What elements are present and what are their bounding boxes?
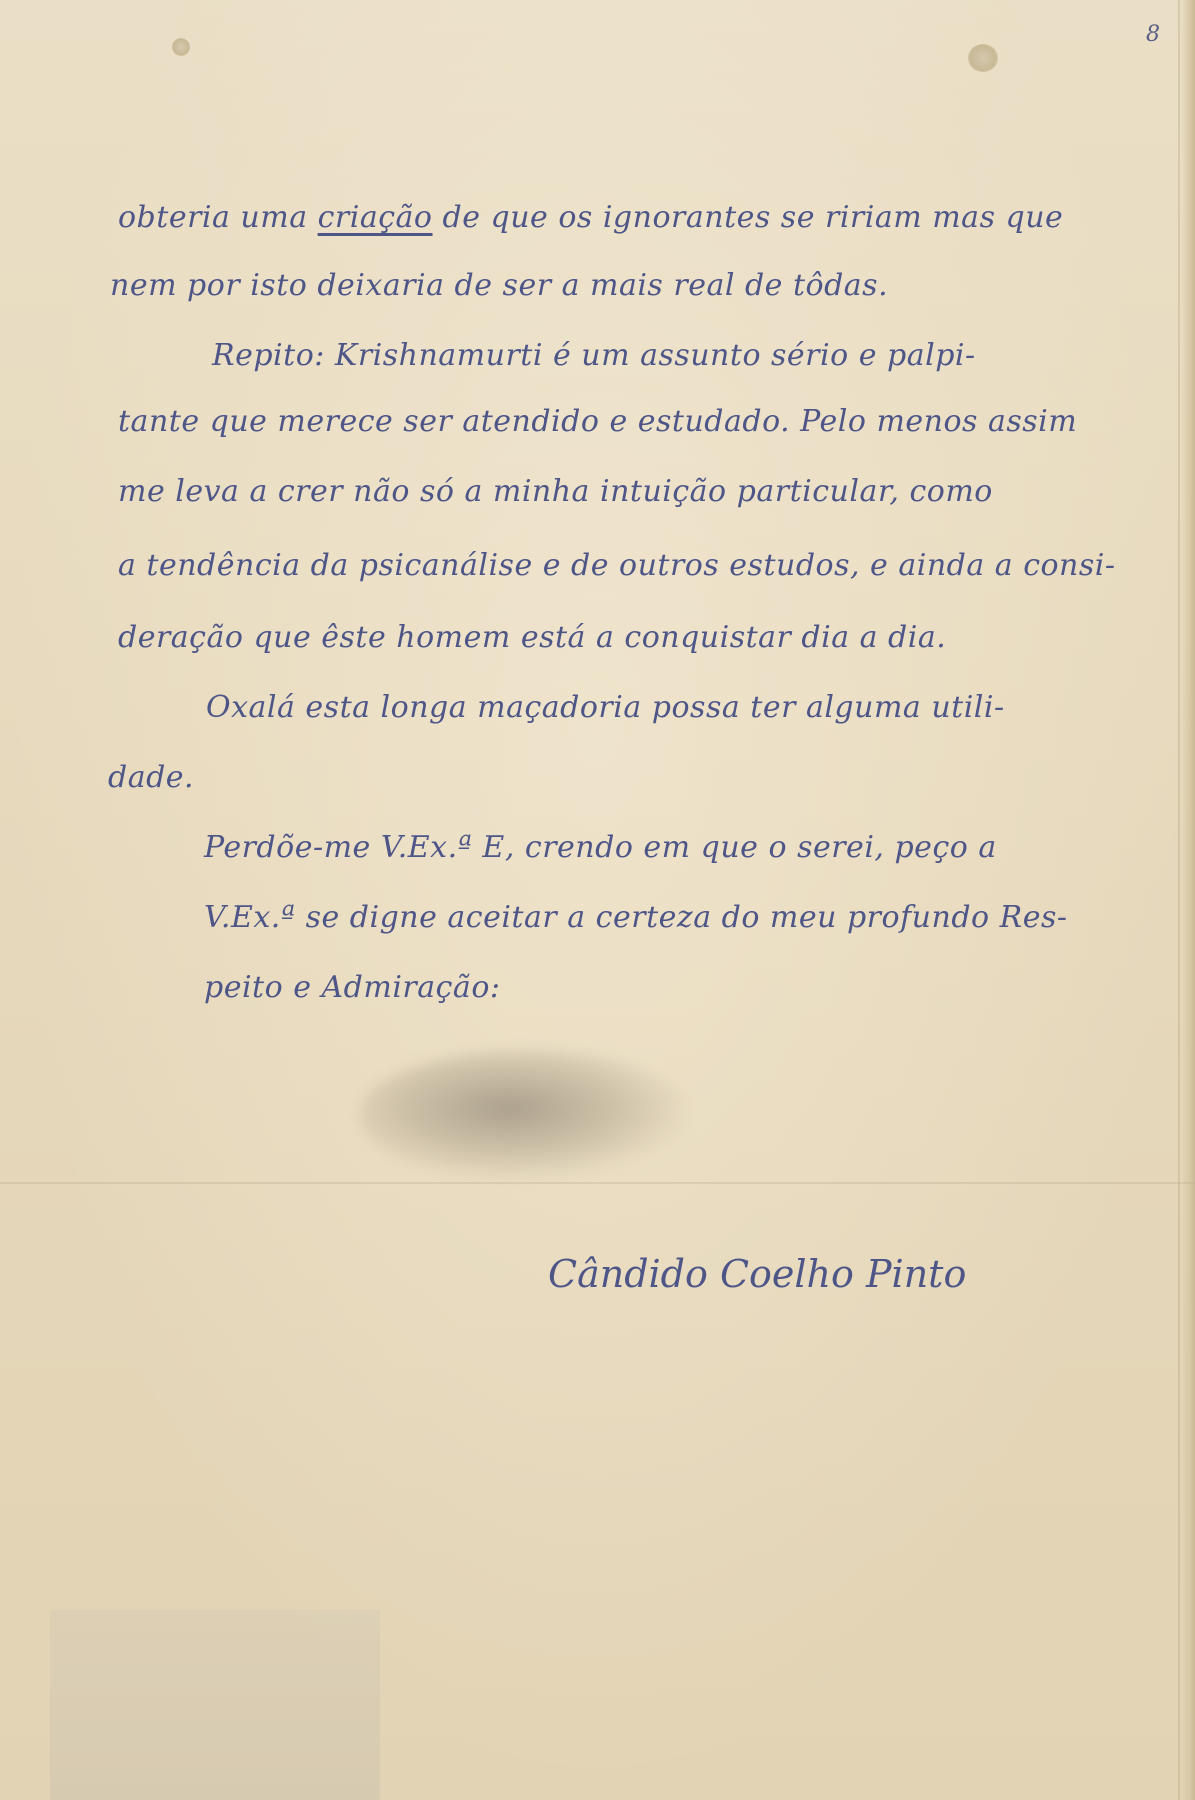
letter-line: nem por isto deixaria de ser a mais real de tôdas. [110, 268, 889, 303]
letter-line: peito e Admiração: [204, 970, 501, 1005]
letter-line: dade. [108, 760, 195, 795]
line-text: de que os ignorantes se ririam mas que [432, 200, 1064, 235]
letter-line: Repito: Krishnamurti é um assunto sério e palpi- [212, 338, 976, 373]
signature: Cândido Coelho Pinto [548, 1252, 967, 1296]
letter-line: me leva a crer não só a minha intuição particular, como [118, 474, 993, 509]
letter-line: Perdõe-me V.Ex.ª E, crendo em que o serei, peço a [204, 830, 997, 865]
line-text: obteria uma [118, 200, 318, 235]
letter-line: tante que merece ser atendido e estudado. Pelo menos assim [118, 404, 1078, 439]
underlined-word: criação [317, 200, 433, 235]
page-number: 8 [1146, 22, 1160, 47]
letter-line [118, 200, 1063, 235]
letter-line: deração que êste homem está a conquistar dia a dia. [118, 620, 947, 655]
letter-line: a tendência da psicanálise e de outros estudos, e ainda a consi- [118, 548, 1116, 583]
letter-line: Oxalá esta longa maçadoria possa ter alguma utili- [206, 690, 1005, 725]
letter-line: V.Ex.ª se digne aceitar a certeza do meu profundo Res- [204, 900, 1068, 935]
